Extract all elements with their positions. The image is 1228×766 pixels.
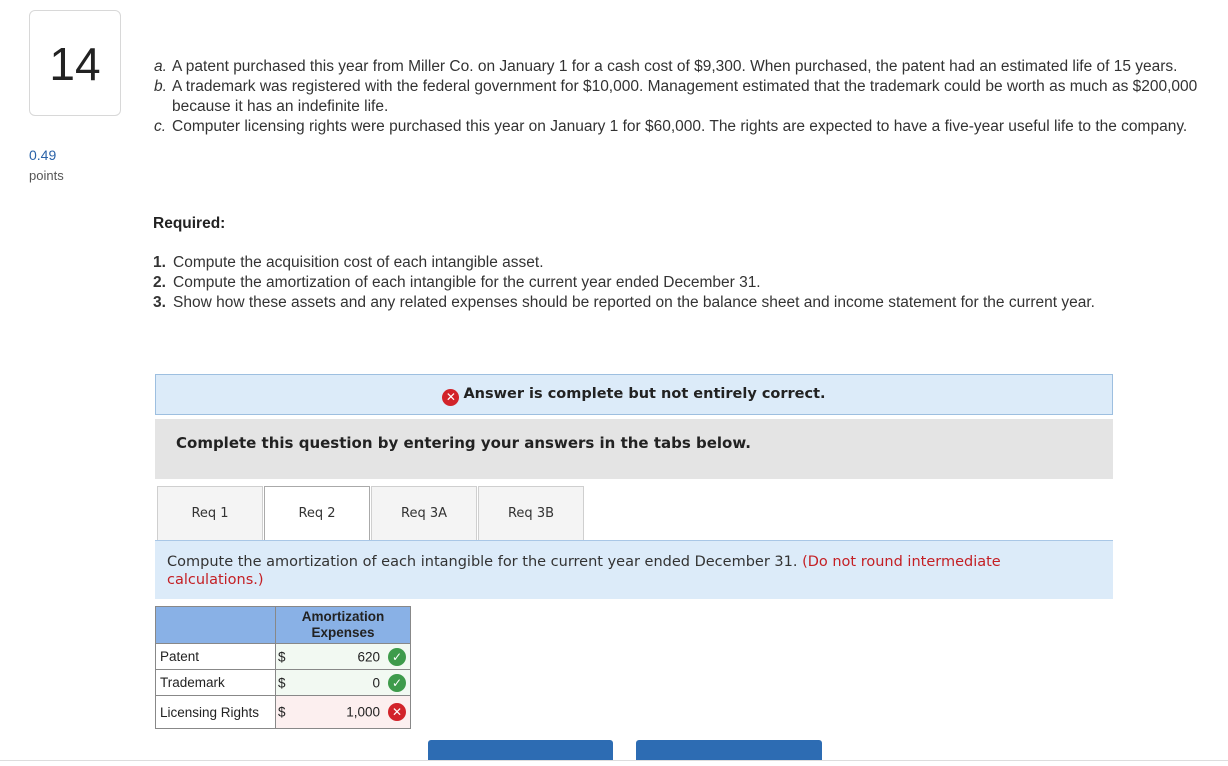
- tab-req-3b[interactable]: Req 3B: [478, 486, 584, 540]
- instruction-note: (Do not round intermediate calculations.): [167, 554, 1001, 588]
- requirement-3: 3. Show how these assets and any related expenses should be reported on the balance sheet and income statement for the current year.: [153, 294, 1095, 311]
- tab-req-2[interactable]: Req 2: [264, 486, 370, 542]
- table-header-amortization: Amortization Expenses: [276, 607, 411, 644]
- requirements-list: [153, 253, 1213, 313]
- answer-status-bar: [155, 374, 1113, 415]
- instruction-text: Compute the amortization of each intangible for the current year ended December 31.: [167, 554, 798, 570]
- row-label-licensing-rights: Licensing Rights: [156, 696, 276, 729]
- licensing-amortization-cell: [276, 696, 411, 729]
- row-label-patent: Patent: [156, 644, 276, 670]
- table-row: [156, 670, 411, 696]
- problem-item-c: c. Computer licensing rights were purchased this year on January 1 for $60,000. The rights are expected to have a five-year useful life to the company.: [154, 118, 1188, 135]
- prev-button[interactable]: [428, 740, 613, 760]
- problem-item-b: b. A trademark was registered with the federal government for $10,000. Management estimated that the trademark could be worth as much as $200,000 because it has an indefinite life.: [154, 78, 1198, 115]
- check-circle-icon: ✓: [388, 648, 406, 666]
- trademark-amortization-cell: [276, 670, 411, 696]
- divider: [0, 760, 1228, 761]
- licensing-amortization-input[interactable]: 1,000: [346, 704, 380, 720]
- problem-item-a: a. A patent purchased this year from Miller Co. on January 1 for a cash cost of $9,300. When purchased, the patent had an estimated life of 15 years.: [154, 58, 1178, 75]
- next-button[interactable]: [636, 740, 822, 760]
- currency-symbol: $: [278, 649, 286, 664]
- requirement-1: 1. Compute the acquisition cost of each intangible asset.: [153, 254, 544, 271]
- x-circle-icon: ✕: [388, 703, 406, 721]
- patent-amortization-input[interactable]: 620: [357, 649, 380, 664]
- table-row: [156, 644, 411, 670]
- tab-req-3a[interactable]: Req 3A: [371, 486, 477, 540]
- requirement-tabs: [157, 486, 585, 542]
- table-header-blank: [156, 607, 276, 644]
- x-circle-icon: ✕: [442, 389, 459, 406]
- points-value: 0.49: [29, 147, 57, 163]
- panel-message: Complete this question by entering your answers in the tabs below.: [176, 434, 751, 452]
- tab-instruction: [155, 540, 1113, 599]
- trademark-amortization-input[interactable]: 0: [372, 675, 380, 690]
- currency-symbol: $: [278, 675, 286, 690]
- requirement-2: 2. Compute the amortization of each intangible for the current year ended December 31.: [153, 274, 761, 291]
- patent-amortization-cell: [276, 644, 411, 670]
- row-label-trademark: Trademark: [156, 670, 276, 696]
- problem-items: [154, 57, 1214, 137]
- tab-req-1[interactable]: Req 1: [157, 486, 263, 540]
- instructions-panel: [155, 419, 1113, 479]
- question-number: 14: [49, 38, 101, 90]
- check-circle-icon: ✓: [388, 674, 406, 692]
- currency-symbol: $: [278, 704, 286, 720]
- points-label: points: [29, 168, 64, 183]
- table-row: [156, 696, 411, 729]
- question-number-box: [29, 10, 121, 116]
- required-heading: Required:: [153, 215, 226, 232]
- amortization-table: [155, 606, 411, 729]
- answer-status-text: Answer is complete but not entirely correct.: [463, 386, 826, 402]
